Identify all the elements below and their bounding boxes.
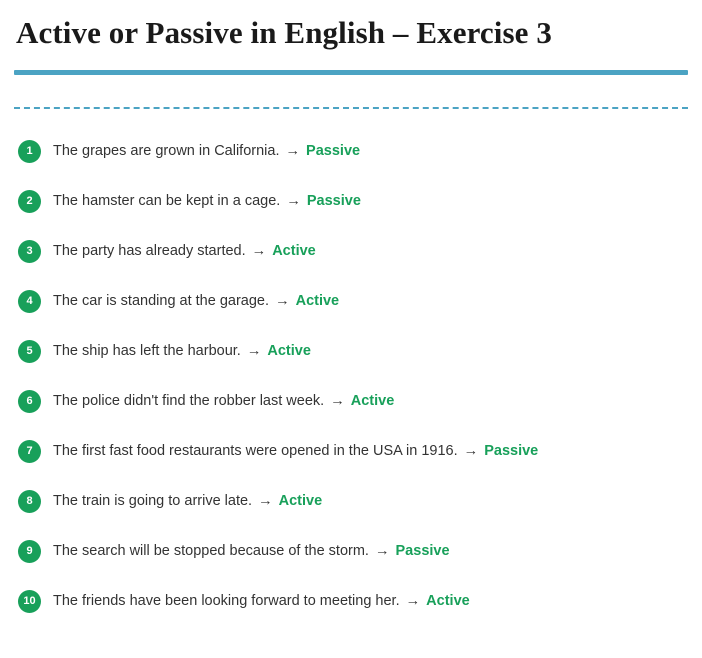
item-number-badge: 7 [18,440,41,463]
arrow-icon: → [285,143,301,159]
item-answer: Active [272,243,316,259]
item-number-badge: 1 [18,140,41,163]
list-item [14,326,688,376]
arrow-icon: → [246,343,262,359]
item-answer: Active [350,393,395,409]
item-sentence: The party has already started. [53,243,246,259]
item-number-badge: 5 [18,340,41,363]
list-item [14,176,688,226]
list-item [14,226,688,276]
item-content [53,391,394,411]
item-sentence: The friends have been looking forward to meeting her. [53,593,400,609]
item-sentence: The hamster can be kept in a cage. [53,193,281,209]
item-answer: Passive [306,143,361,159]
item-sentence: The car is standing at the garage. [53,293,270,309]
arrow-icon: → [463,443,479,459]
item-answer: Passive [306,193,361,209]
arrow-icon: → [330,393,345,409]
item-sentence: The train is going to arrive late. [53,493,253,509]
page-title: Active or Passive in English – Exercise 3 [16,15,552,50]
item-answer: Active [426,593,470,609]
item-answer: Active [267,343,311,359]
list-item [14,376,688,426]
item-sentence: The search will be stopped because of the storm. [53,543,369,559]
item-content [53,191,361,211]
arrow-icon: → [374,543,390,559]
item-content [53,341,311,361]
item-number-badge: 8 [18,490,41,513]
item-sentence: The police didn't find the robber last week. [53,393,325,409]
arrow-icon: → [405,593,421,609]
list-item [14,476,688,526]
item-sentence: The first fast food restaurants were opened in the USA in 1916. [53,443,458,459]
arrow-icon: → [251,243,267,259]
item-answer: Active [295,293,340,309]
item-content [53,591,470,611]
item-number-badge: 9 [18,540,41,563]
item-content [53,291,339,311]
arrow-icon: → [275,293,290,309]
item-content [53,441,538,461]
list-item [14,526,688,576]
title-underline-rule [14,70,688,75]
item-content [53,241,316,261]
list-item [14,576,688,626]
list-item [14,426,688,476]
item-answer: Passive [395,543,450,559]
item-sentence: The grapes are grown in California. [53,143,280,159]
exercise-page [0,14,702,658]
item-number-badge: 10 [18,590,41,613]
item-content [53,491,322,511]
dashed-divider [14,107,688,109]
item-answer: Active [278,493,323,509]
item-number-badge: 3 [18,240,41,263]
arrow-icon: → [258,493,273,509]
exercise-list [14,126,688,626]
list-item [14,276,688,326]
arrow-icon: → [286,193,301,209]
item-content [53,541,450,561]
list-item [14,126,688,176]
item-number-badge: 6 [18,390,41,413]
item-sentence: The ship has left the harbour. [53,343,241,359]
item-content [53,141,360,161]
item-number-badge: 4 [18,290,41,313]
item-number-badge: 2 [18,190,41,213]
item-answer: Passive [484,443,539,459]
